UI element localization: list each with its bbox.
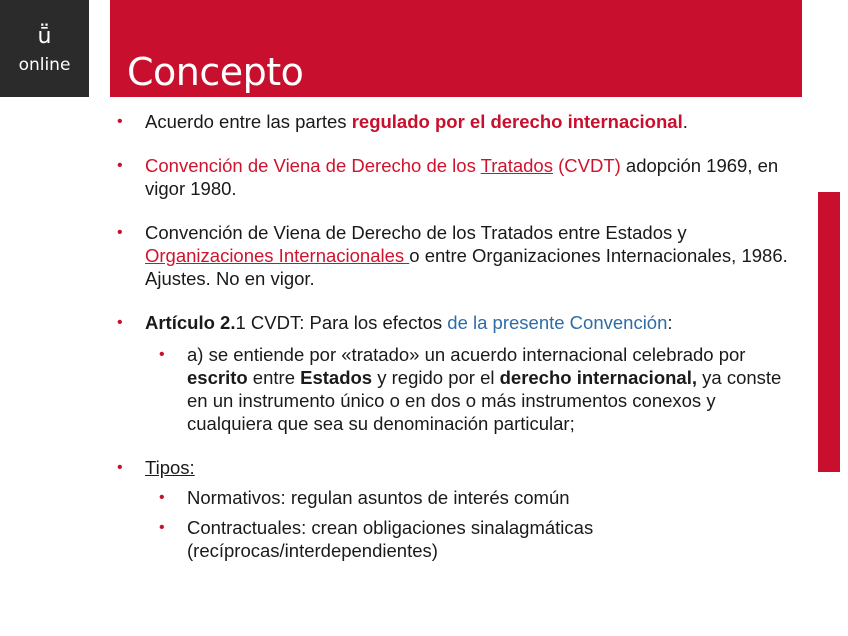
slide-content (115, 110, 805, 562)
text: entre (247, 367, 301, 388)
sub-bullet-normativos (157, 486, 805, 509)
text: y regido por el (372, 367, 500, 388)
bullet-articulo (115, 311, 805, 334)
highlight-text: regulado por el derecho internacional (351, 111, 683, 132)
bold-text: escrito (187, 367, 248, 388)
title-bar (110, 0, 802, 97)
text: adopción 1969, en vigor 1980. (145, 155, 779, 199)
side-accent-bar (818, 192, 840, 472)
text: Contractuales: crean obligaciones sinalagmáticas (recíprocas/interdependientes) (187, 517, 594, 561)
bold-text: derecho internacional, (499, 367, 697, 388)
text: a) se entiende por «tratado» un acuerdo internacional celebrado por (187, 344, 746, 365)
text: 1 CVDT: Para los efectos (235, 312, 448, 333)
text: Convención de Viena de Derecho de los Tratados entre Estados y (145, 222, 687, 243)
text: Acuerdo entre las partes (145, 111, 352, 132)
tipos-link[interactable]: Tipos: (145, 457, 195, 478)
sub-bullet-contractuales (157, 516, 805, 562)
bullet-acuerdo (115, 110, 805, 133)
page-title: Concepto (127, 50, 304, 94)
bold-text: Artículo 2. (145, 312, 236, 333)
highlight-text: (CVDT) (552, 155, 621, 176)
text: ya conste en un instrumento único o en dos o más instrumentos conexos y cualquiera que sea su denominación particular; (187, 367, 782, 434)
blue-text: de la presente Convención (447, 312, 668, 333)
bullet-tipos (115, 456, 805, 479)
text: o entre Organizaciones Internacionales, 1986. Ajustes. No en vigor. (145, 245, 788, 289)
text: Normativos: regulan asuntos de interés común (187, 487, 570, 508)
bullet-cvdt (115, 154, 805, 200)
text: . (682, 111, 688, 132)
sub-bullet-definicion (157, 343, 805, 435)
logo-text: online (18, 55, 71, 75)
logo (0, 0, 89, 97)
bullet-cvdt-organizaciones (115, 221, 805, 290)
logo-glyph: ṻ (37, 24, 52, 49)
highlight-text: Convención de Viena de Derecho de los (145, 155, 481, 176)
bold-text: Estados (300, 367, 373, 388)
text: : (667, 312, 673, 333)
tratados-link[interactable]: Tratados (480, 155, 553, 176)
organizaciones-link[interactable]: Organizaciones Internacionales (145, 245, 410, 266)
